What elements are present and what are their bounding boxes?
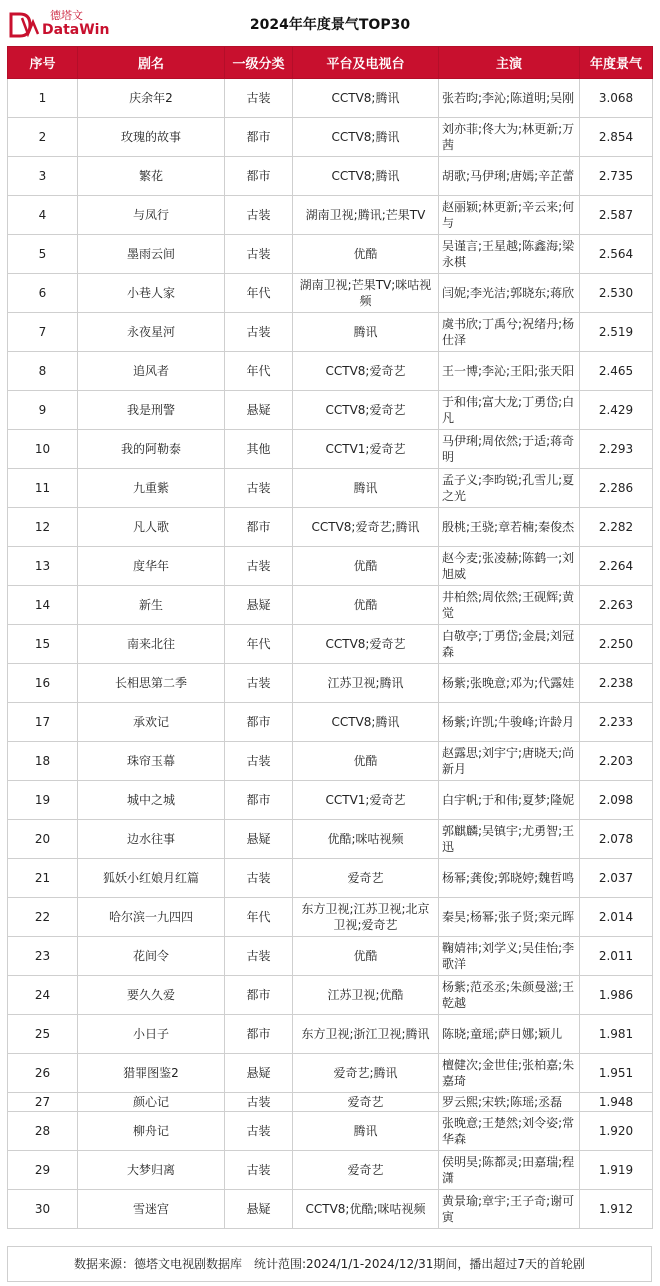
page-header	[0, 0, 660, 46]
cell-title: 承欢记	[78, 703, 225, 742]
cell-cast: 杨紫;许凯;牛骏峰;许龄月	[439, 703, 580, 742]
cell-cast: 马伊琍;周依然;于适;蒋奇明	[439, 430, 580, 469]
cell-cast: 鞠婧祎;刘学义;吴佳怡;李歌洋	[439, 937, 580, 976]
cell-cast: 侯明昊;陈都灵;田嘉瑞;程潇	[439, 1151, 580, 1190]
cell-category: 其他	[225, 430, 293, 469]
table-row	[8, 235, 653, 274]
cell-rank: 26	[8, 1054, 78, 1093]
table-row	[8, 820, 653, 859]
cell-cast: 井柏然;周依然;王砚辉;黄觉	[439, 586, 580, 625]
cell-title: 追风者	[78, 352, 225, 391]
cell-score: 2.519	[580, 313, 653, 352]
cell-title: 新生	[78, 586, 225, 625]
cell-title: 狐妖小红娘月红篇	[78, 859, 225, 898]
cell-rank: 22	[8, 898, 78, 937]
table-row	[8, 547, 653, 586]
cell-category: 古装	[225, 469, 293, 508]
cell-category: 古装	[225, 235, 293, 274]
cell-cast: 于和伟;富大龙;丁勇岱;白凡	[439, 391, 580, 430]
cell-cast: 檀健次;金世佳;张柏嘉;朱嘉琦	[439, 1054, 580, 1093]
cell-platform: 江苏卫视;优酷	[293, 976, 439, 1015]
column-header-platform: 平台及电视台	[293, 47, 439, 79]
cell-rank: 5	[8, 235, 78, 274]
cell-category: 古装	[225, 742, 293, 781]
table-row	[8, 703, 653, 742]
cell-cast: 胡歌;马伊琍;唐嫣;辛芷蕾	[439, 157, 580, 196]
cell-cast: 秦昊;杨幂;张子贤;栾元晖	[439, 898, 580, 937]
cell-title: 边水往事	[78, 820, 225, 859]
cell-title: 城中之城	[78, 781, 225, 820]
cell-rank: 11	[8, 469, 78, 508]
cell-score: 2.854	[580, 118, 653, 157]
table-row	[8, 391, 653, 430]
cell-category: 都市	[225, 1015, 293, 1054]
cell-score: 2.530	[580, 274, 653, 313]
cell-title: 玫瑰的故事	[78, 118, 225, 157]
cell-title: 颜心记	[78, 1093, 225, 1112]
cell-category: 古装	[225, 196, 293, 235]
cell-title: 雪迷宫	[78, 1190, 225, 1229]
table-row	[8, 118, 653, 157]
cell-rank: 2	[8, 118, 78, 157]
cell-rank: 10	[8, 430, 78, 469]
cell-title: 小日子	[78, 1015, 225, 1054]
cell-platform: CCTV8;腾讯	[293, 118, 439, 157]
cell-platform: 爱奇艺;腾讯	[293, 1054, 439, 1093]
cell-rank: 21	[8, 859, 78, 898]
cell-score: 1.919	[580, 1151, 653, 1190]
table-row	[8, 430, 653, 469]
cell-platform: 湖南卫视;芒果TV;咪咕视频	[293, 274, 439, 313]
cell-platform: 东方卫视;江苏卫视;北京卫视;爱奇艺	[293, 898, 439, 937]
cell-title: 我是刑警	[78, 391, 225, 430]
cell-cast: 罗云熙;宋轶;陈瑶;丞磊	[439, 1093, 580, 1112]
cell-score: 2.286	[580, 469, 653, 508]
cell-platform: 腾讯	[293, 313, 439, 352]
table-row	[8, 79, 653, 118]
cell-rank: 29	[8, 1151, 78, 1190]
table-row	[8, 469, 653, 508]
column-header-category: 一级分类	[225, 47, 293, 79]
cell-category: 悬疑	[225, 1054, 293, 1093]
cell-cast: 吴谨言;王星越;陈鑫海;梁永棋	[439, 235, 580, 274]
cell-score: 1.951	[580, 1054, 653, 1093]
table-row	[8, 1054, 653, 1093]
cell-rank: 8	[8, 352, 78, 391]
cell-category: 年代	[225, 625, 293, 664]
cell-rank: 4	[8, 196, 78, 235]
cell-category: 都市	[225, 976, 293, 1015]
cell-rank: 30	[8, 1190, 78, 1229]
table-row	[8, 898, 653, 937]
table-row	[8, 1093, 653, 1112]
cell-cast: 张晚意;王楚然;刘令姿;常华森	[439, 1112, 580, 1151]
cell-cast: 殷桃;王骁;章若楠;秦俊杰	[439, 508, 580, 547]
cell-title: 要久久爱	[78, 976, 225, 1015]
cell-rank: 17	[8, 703, 78, 742]
cell-title: 凡人歌	[78, 508, 225, 547]
cell-category: 古装	[225, 1112, 293, 1151]
table-row	[8, 313, 653, 352]
cell-cast: 孟子义;李昀锐;孔雪儿;夏之光	[439, 469, 580, 508]
cell-platform: CCTV8;优酷;咪咕视频	[293, 1190, 439, 1229]
cell-platform: 腾讯	[293, 1112, 439, 1151]
table-row	[8, 1015, 653, 1054]
cell-score: 2.203	[580, 742, 653, 781]
cell-title: 南来北往	[78, 625, 225, 664]
cell-rank: 25	[8, 1015, 78, 1054]
column-header-title: 剧名	[78, 47, 225, 79]
cell-rank: 18	[8, 742, 78, 781]
cell-category: 悬疑	[225, 820, 293, 859]
cell-score: 2.564	[580, 235, 653, 274]
logo-en-text: DataWin	[42, 22, 110, 38]
cell-title: 与凤行	[78, 196, 225, 235]
cell-platform: 优酷	[293, 937, 439, 976]
cell-score: 2.465	[580, 352, 653, 391]
cell-cast: 虞书欣;丁禹兮;祝绪丹;杨仕泽	[439, 313, 580, 352]
cell-score: 2.263	[580, 586, 653, 625]
table-row	[8, 664, 653, 703]
cell-score: 1.920	[580, 1112, 653, 1151]
cell-rank: 27	[8, 1093, 78, 1112]
cell-category: 悬疑	[225, 1190, 293, 1229]
cell-rank: 3	[8, 157, 78, 196]
table-row	[8, 274, 653, 313]
cell-platform: CCTV8;爱奇艺	[293, 391, 439, 430]
cell-score: 2.264	[580, 547, 653, 586]
page-title: 2024年年度景气TOP30	[249, 17, 411, 33]
cell-platform: 江苏卫视;腾讯	[293, 664, 439, 703]
cell-rank: 9	[8, 391, 78, 430]
cell-platform: CCTV8;腾讯	[293, 703, 439, 742]
cell-category: 都市	[225, 703, 293, 742]
cell-platform: CCTV8;爱奇艺;腾讯	[293, 508, 439, 547]
cell-title: 小巷人家	[78, 274, 225, 313]
cell-cast: 赵丽颖;林更新;辛云来;何与	[439, 196, 580, 235]
cell-rank: 23	[8, 937, 78, 976]
table-row	[8, 196, 653, 235]
cell-platform: 腾讯	[293, 469, 439, 508]
cell-rank: 6	[8, 274, 78, 313]
cell-platform: CCTV8;腾讯	[293, 157, 439, 196]
cell-rank: 14	[8, 586, 78, 625]
cell-cast: 刘亦菲;佟大为;林更新;万茜	[439, 118, 580, 157]
cell-platform: 优酷;咪咕视频	[293, 820, 439, 859]
cell-title: 哈尔滨一九四四	[78, 898, 225, 937]
cell-cast: 杨紫;范丞丞;朱颜曼滋;王乾越	[439, 976, 580, 1015]
cell-rank: 20	[8, 820, 78, 859]
cell-rank: 13	[8, 547, 78, 586]
cell-category: 都市	[225, 157, 293, 196]
cell-platform: CCTV8;爱奇艺	[293, 352, 439, 391]
cell-score: 2.429	[580, 391, 653, 430]
cell-title: 墨雨云间	[78, 235, 225, 274]
cell-title: 珠帘玉幕	[78, 742, 225, 781]
cell-category: 古装	[225, 1151, 293, 1190]
cell-rank: 28	[8, 1112, 78, 1151]
table-header-row	[8, 47, 653, 79]
cell-title: 柳舟记	[78, 1112, 225, 1151]
column-header-rank: 序号	[8, 47, 78, 79]
cell-rank: 24	[8, 976, 78, 1015]
cell-rank: 19	[8, 781, 78, 820]
cell-rank: 7	[8, 313, 78, 352]
cell-platform: CCTV1;爱奇艺	[293, 430, 439, 469]
cell-platform: 优酷	[293, 742, 439, 781]
table-row	[8, 508, 653, 547]
cell-score: 1.912	[580, 1190, 653, 1229]
cell-score: 2.233	[580, 703, 653, 742]
data-source-note: 数据来源：德塔文电视剧数据库 统计范围:2024/1/1-2024/12/31期间，播出超过7天的首轮剧	[7, 1246, 652, 1282]
logo-cn-text: 德塔文	[50, 9, 83, 22]
cell-score: 2.293	[580, 430, 653, 469]
ranking-table	[7, 46, 653, 1229]
cell-score: 2.238	[580, 664, 653, 703]
cell-category: 古装	[225, 859, 293, 898]
cell-cast: 白宇帆;于和伟;夏梦;隆妮	[439, 781, 580, 820]
cell-score: 1.986	[580, 976, 653, 1015]
cell-title: 永夜星河	[78, 313, 225, 352]
cell-platform: 湖南卫视;腾讯;芒果TV	[293, 196, 439, 235]
column-header-score: 年度景气	[580, 47, 653, 79]
table-row	[8, 937, 653, 976]
cell-platform: CCTV1;爱奇艺	[293, 781, 439, 820]
cell-cast: 白敬亭;丁勇岱;金晨;刘冠森	[439, 625, 580, 664]
cell-score: 2.078	[580, 820, 653, 859]
cell-category: 年代	[225, 352, 293, 391]
cell-cast: 杨紫;张晚意;邓为;代露娃	[439, 664, 580, 703]
cell-cast: 赵露思;刘宇宁;唐晓天;尚新月	[439, 742, 580, 781]
cell-score: 2.282	[580, 508, 653, 547]
cell-score: 3.068	[580, 79, 653, 118]
cell-cast: 闫妮;李光洁;郭晓东;蒋欣	[439, 274, 580, 313]
cell-category: 古装	[225, 313, 293, 352]
table-row	[8, 1112, 653, 1151]
cell-category: 年代	[225, 274, 293, 313]
cell-rank: 1	[8, 79, 78, 118]
cell-title: 花间令	[78, 937, 225, 976]
cell-score: 2.014	[580, 898, 653, 937]
cell-category: 都市	[225, 118, 293, 157]
cell-platform: 优酷	[293, 235, 439, 274]
cell-category: 都市	[225, 508, 293, 547]
cell-category: 古装	[225, 79, 293, 118]
cell-title: 长相思第二季	[78, 664, 225, 703]
cell-cast: 黄景瑜;章宇;王子奇;谢可寅	[439, 1190, 580, 1229]
cell-title: 大梦归离	[78, 1151, 225, 1190]
cell-title: 庆余年2	[78, 79, 225, 118]
cell-platform: CCTV8;腾讯	[293, 79, 439, 118]
cell-title: 猎罪图鉴2	[78, 1054, 225, 1093]
cell-score: 2.735	[580, 157, 653, 196]
cell-rank: 12	[8, 508, 78, 547]
cell-category: 古装	[225, 1093, 293, 1112]
table-row	[8, 781, 653, 820]
cell-platform: 爱奇艺	[293, 1151, 439, 1190]
cell-category: 都市	[225, 781, 293, 820]
cell-rank: 16	[8, 664, 78, 703]
cell-score: 2.587	[580, 196, 653, 235]
cell-score: 2.250	[580, 625, 653, 664]
table-row	[8, 1190, 653, 1229]
cell-category: 悬疑	[225, 586, 293, 625]
cell-category: 年代	[225, 898, 293, 937]
cell-platform: 东方卫视;浙江卫视;腾讯	[293, 1015, 439, 1054]
cell-cast: 陈晓;童瑶;萨日娜;颖儿	[439, 1015, 580, 1054]
cell-platform: 爱奇艺	[293, 1093, 439, 1112]
table-row	[8, 976, 653, 1015]
cell-platform: 爱奇艺	[293, 859, 439, 898]
table-row	[8, 586, 653, 625]
table-row	[8, 352, 653, 391]
cell-title: 我的阿勒泰	[78, 430, 225, 469]
table-row	[8, 859, 653, 898]
cell-score: 2.011	[580, 937, 653, 976]
cell-score: 2.037	[580, 859, 653, 898]
cell-platform: 优酷	[293, 547, 439, 586]
cell-score: 1.948	[580, 1093, 653, 1112]
cell-category: 古装	[225, 664, 293, 703]
cell-category: 古装	[225, 547, 293, 586]
cell-cast: 郭麒麟;吴镇宇;尤勇智;王迅	[439, 820, 580, 859]
cell-score: 2.098	[580, 781, 653, 820]
cell-cast: 张若昀;李沁;陈道明;吴刚	[439, 79, 580, 118]
cell-category: 古装	[225, 937, 293, 976]
cell-category: 悬疑	[225, 391, 293, 430]
cell-cast: 杨幂;龚俊;郭晓婷;魏哲鸣	[439, 859, 580, 898]
cell-score: 1.981	[580, 1015, 653, 1054]
cell-cast: 赵今麦;张凌赫;陈鹤一;刘旭威	[439, 547, 580, 586]
cell-rank: 15	[8, 625, 78, 664]
cell-cast: 王一博;李沁;王阳;张天阳	[439, 352, 580, 391]
table-body	[8, 79, 653, 1229]
cell-title: 度华年	[78, 547, 225, 586]
column-header-cast: 主演	[439, 47, 580, 79]
table-row	[8, 157, 653, 196]
table-row	[8, 1151, 653, 1190]
cell-platform: CCTV8;爱奇艺	[293, 625, 439, 664]
cell-title: 九重紫	[78, 469, 225, 508]
table-row	[8, 742, 653, 781]
cell-platform: 优酷	[293, 586, 439, 625]
table-row	[8, 625, 653, 664]
cell-title: 繁花	[78, 157, 225, 196]
